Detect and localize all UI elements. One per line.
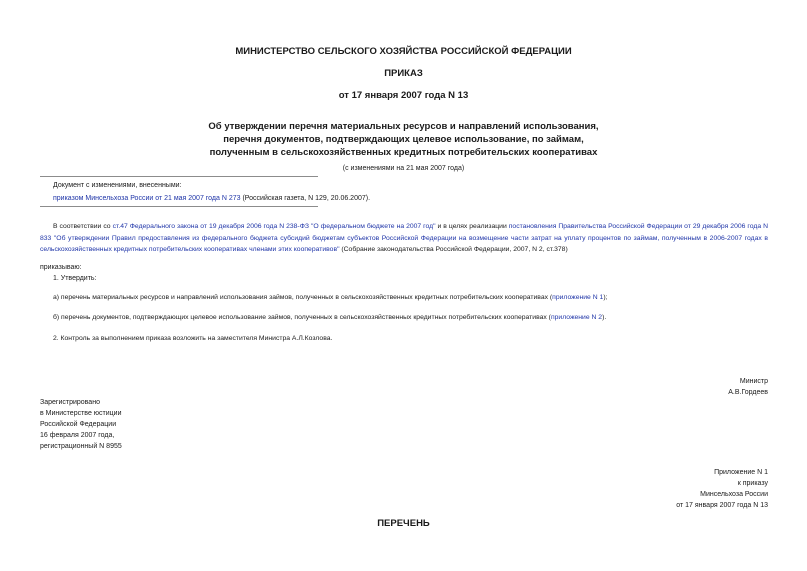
doc-date-number: от 17 января 2007 года N 13 (338, 90, 469, 101)
doc-title-line-2: перечня документов, подтверждающих целевое использование, по займам, (223, 134, 584, 145)
item-2: 2. Контроль за выполнением приказа возложить на заместителя Министра А.Л.Козлова. (53, 335, 333, 342)
appendix-line-2: к приказу (737, 480, 768, 487)
signature-role: Министр (739, 378, 768, 385)
registration-block (40, 397, 240, 452)
signature-block (560, 376, 768, 398)
preamble-text-2: и в целях реализации (435, 223, 509, 230)
appendix-1-link[interactable]: приложение N 1 (552, 294, 604, 301)
doc-title-line-3: полученным в сельскохозяйственных кредитных потребительских кооперативах (209, 147, 598, 158)
ministry-heading: МИНИСТЕРСТВО СЕЛЬСКОГО ХОЗЯЙСТВА РОССИЙСКОЙ ФЕДЕРАЦИИ (235, 46, 572, 57)
list-title: ПЕРЕЧЕНЬ (377, 518, 430, 529)
amending-order-link[interactable]: приказом Минсельхоза России от 21 мая 2007 года N 273 (53, 195, 241, 202)
preamble-text-3: (Собрание законодательства Российской Федерации, 2007, N 2, ст.378) (339, 246, 568, 253)
doc-title-line-1: Об утверждении перечня материальных ресурсов и направлений использования, (208, 121, 599, 132)
preamble-paragraph (40, 221, 768, 256)
item-a-end: ); (603, 294, 608, 301)
changes-box (53, 180, 753, 204)
preamble-text-1: В соответствии со (53, 223, 113, 230)
appendix-line-3: Минсельхоза России (700, 491, 768, 498)
government-decree-link[interactable]: постановления Правительства Российской Федерации от 29 декабря 2006 года N 833 "Об утверждении Правил предоставления из федерального бюджета субсидий бюджетам субъектов Российской Федерации на возмещение части затрат на уплату процентов по займам, полученным в 2006-2007 годах в сельскохозяйственных кредитных потребительских кооперативах членами этих кооперативов" (40, 223, 768, 253)
registration-line-2: в Министерстве юстиции (40, 410, 122, 417)
changes-box-top-rule (40, 176, 318, 177)
appendix-header (568, 467, 768, 511)
federal-law-link[interactable]: ст.47 Федерального закона от 19 декабря 2006 года N 238-ФЗ "О федеральном бюджете на 2007 год" (112, 223, 436, 230)
changes-box-bottom-rule (40, 206, 318, 207)
item-b-text: б) перечень документов, подтверждающих целевое использование займов, полученных в сельскохозяйственных кредитных потребительских кооперативах ( (53, 314, 551, 321)
order-word: приказываю: (40, 264, 82, 271)
doc-type-heading: ПРИКАЗ (384, 68, 423, 79)
registration-line-5: регистрационный N 8955 (40, 443, 122, 450)
item-a (53, 294, 773, 301)
changes-box-label: Документ с изменениями, внесенными: (53, 182, 182, 189)
amendment-note: (с изменениями на 21 мая 2007 года) (342, 165, 465, 172)
appendix-line-4: от 17 января 2007 года N 13 (676, 502, 768, 509)
item-b (53, 314, 773, 321)
item-1: 1. Утвердить: (53, 275, 97, 282)
appendix-2-link[interactable]: приложение N 2 (550, 314, 603, 321)
changes-box-entry (53, 193, 753, 204)
signature-name: А.В.Гордеев (728, 389, 768, 396)
item-b-end: ). (602, 314, 607, 321)
item-a-text: а) перечень материальных ресурсов и направлений использования займов, полученных в сельскохозяйственных кредитных потребительских кооперативах ( (53, 294, 553, 301)
registration-line-4: 16 февраля 2007 года, (40, 432, 115, 439)
appendix-line-1: Приложение N 1 (714, 469, 768, 476)
doc-title (0, 120, 807, 159)
registration-line-3: Российской Федерации (40, 421, 117, 428)
registration-line-1: Зарегистрировано (40, 399, 100, 406)
changes-box-source: (Российская газета, N 129, 20.06.2007). (240, 195, 371, 202)
